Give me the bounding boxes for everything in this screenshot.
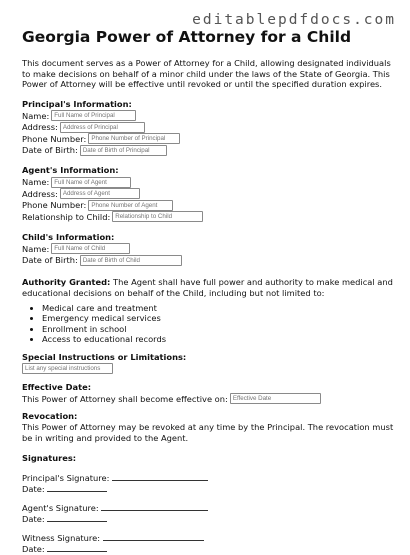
signatures-heading: Signatures: (22, 453, 77, 464)
witness-date-label: Date: (22, 544, 45, 555)
principal-phone-row (22, 133, 394, 145)
list-item: • Emergency medical services (42, 313, 394, 323)
special-row (22, 363, 394, 375)
effective-row (22, 393, 394, 405)
agent-phone-label: Phone Number: (22, 200, 87, 210)
principal-date-line[interactable] (22, 483, 394, 495)
principal-dob-label: Date of Birth: (22, 145, 78, 155)
principal-signature-line[interactable] (22, 472, 394, 484)
list-item: • Medical care and treatment (42, 303, 394, 313)
agent-heading: Agent's Information: (22, 165, 119, 175)
child-heading: Child's Information: (22, 231, 115, 242)
effective-heading: Effective Date: (22, 381, 92, 392)
child-dob-field[interactable] (80, 255, 182, 266)
child-name-row (22, 243, 394, 255)
authority-label: Authority Granted: (22, 277, 111, 287)
principal-phone-label: Phone Number: (22, 133, 87, 144)
agent-date-line[interactable] (22, 513, 394, 525)
document-title: Georgia Power of Attorney for a Child (22, 28, 352, 46)
agent-name-row (22, 177, 394, 189)
principal-date-label: Date: (22, 484, 45, 495)
witness-signature-label: Witness Signature: (22, 532, 101, 543)
agent-date-label: Date: (22, 514, 45, 525)
child-dob-label: Date of Birth: (22, 255, 78, 265)
principal-name-field[interactable] (51, 110, 136, 121)
list-item: • Access to educational records (42, 334, 394, 344)
agent-name-field[interactable] (51, 177, 131, 188)
agent-relationship-label: Relationship to Child: (22, 211, 111, 222)
witness-date-line[interactable] (22, 543, 394, 555)
watermark: editablepdfdocs.com (192, 12, 396, 28)
principal-address-field[interactable] (60, 122, 145, 133)
agent-address-label: Address: (22, 188, 58, 199)
agent-relationship-field[interactable] (112, 211, 203, 222)
principal-dob-field[interactable] (80, 145, 167, 156)
list-item: • Enrollment in school (42, 324, 394, 334)
principal-address-row (22, 122, 394, 134)
principal-heading: Principal's Information: (22, 98, 132, 109)
agent-address-field[interactable] (60, 188, 140, 199)
principal-name-row (22, 110, 394, 122)
child-dob-row (22, 255, 394, 267)
special-heading: Special Instructions or Limitations: (22, 351, 187, 362)
special-instructions-field[interactable] (22, 363, 113, 374)
intro-paragraph: This document serves as a Power of Attorney for a Child, allowing designated individuals to make decisions on behalf of a minor child under the laws of the State of Georgia. This Power of Attorney will be effective until revoked or until the specified duration expires. (22, 58, 391, 89)
principal-dob-row (22, 145, 394, 157)
authority-paragraph (22, 277, 394, 298)
principal-name-label: Name: (22, 110, 50, 121)
agent-relationship-row (22, 211, 394, 223)
revocation-text: This Power of Attorney may be revoked at any time by the Principal. The revocation must be in writing and provided to the Agent. (22, 422, 394, 443)
authority-list (22, 303, 394, 345)
principal-phone-field[interactable] (88, 133, 180, 144)
agent-phone-field[interactable] (88, 200, 173, 211)
effective-text: This Power of Attorney shall become effective on: (22, 393, 228, 404)
principal-address-label: Address: (22, 122, 58, 132)
authority-text: The Agent shall have full power and authority to make medical and educational decisions on behalf of the Child, including but not limited to: (22, 277, 393, 298)
child-name-field[interactable] (51, 243, 130, 254)
principal-signature-label: Principal's Signature: (22, 472, 110, 483)
agent-address-row (22, 188, 394, 200)
revocation-heading: Revocation: (22, 410, 78, 421)
agent-signature-line[interactable] (22, 502, 394, 514)
document-body (22, 58, 394, 555)
agent-signature-label: Agent's Signature: (22, 502, 99, 513)
effective-date-field[interactable] (230, 393, 321, 404)
agent-phone-row (22, 200, 394, 212)
child-name-label: Name: (22, 243, 50, 254)
agent-name-label: Name: (22, 177, 50, 187)
witness-signature-line[interactable] (22, 532, 394, 544)
